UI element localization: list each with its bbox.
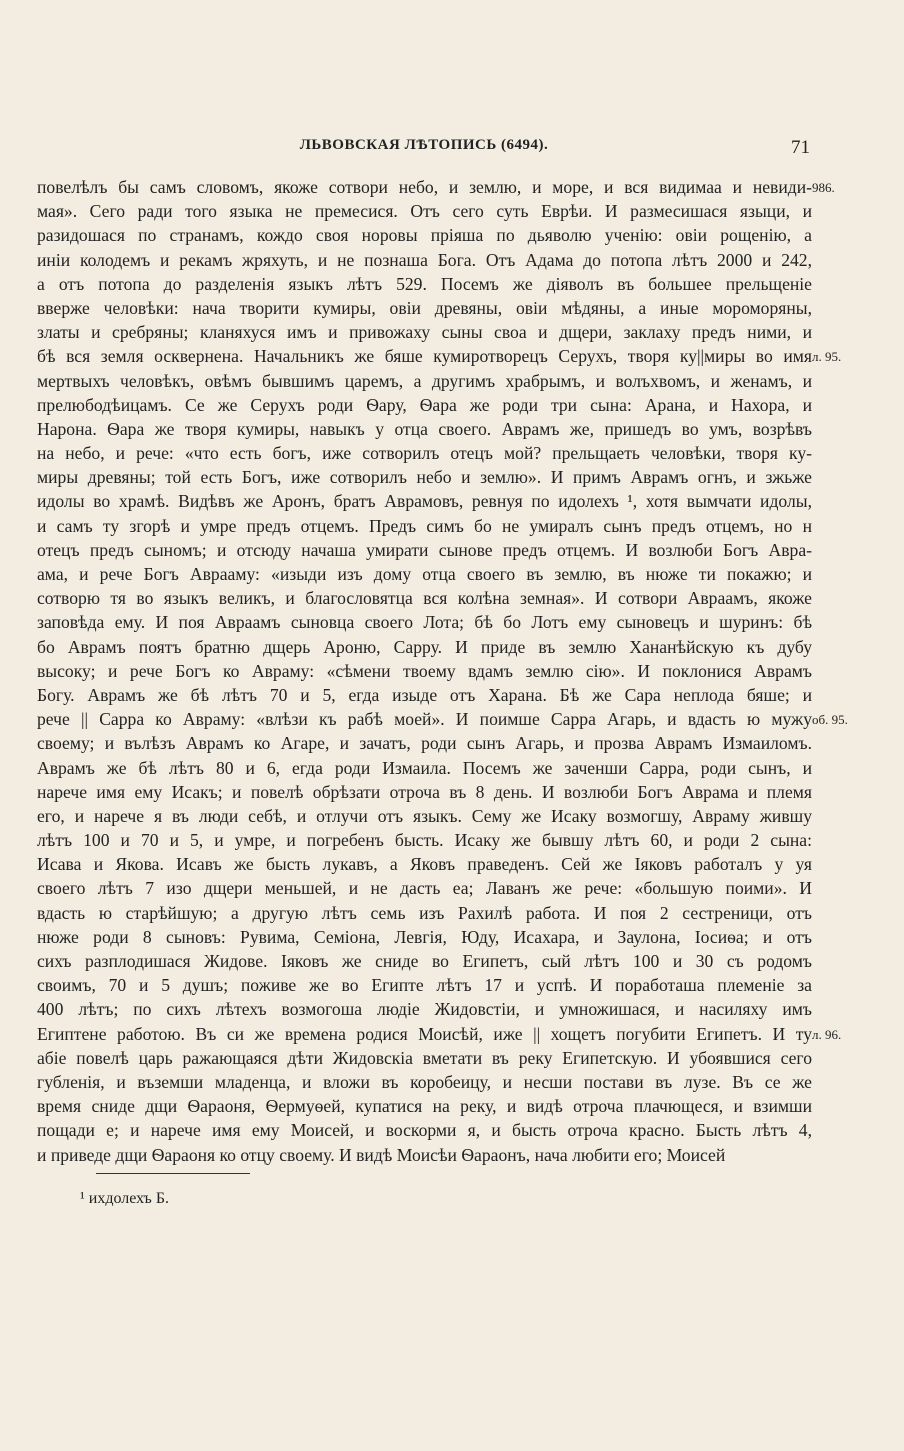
text-line: миры древяны; той есть Богъ, иже сотворилъ небо и землю». И примъ Аврамъ огнъ, и зжьже [37, 467, 812, 488]
footnote: ¹ ихдолехъ Б. [80, 1190, 170, 1207]
text-line: 400 лѣтъ; по сихъ лѣтехъ возмогоша людіе Жидовстіи, и умножишася, и насиляху имъ [37, 999, 812, 1020]
text-line: лѣтъ 100 и 70 и 5, и умре, и погребенъ бысть. Исаку же бывшу лѣтъ 60, и роди 2 сына: [37, 830, 812, 851]
text-line: рече || Сарра ко Авраму: «влѣзи къ рабѣ моей». И поимше Сарра Агарь, и вдасть ю мужу [37, 709, 812, 730]
text-line: Египтене работою. Въ си же времена родися Моисѣй, иже || хощетъ погубити Египетъ. И ту [37, 1023, 812, 1044]
text-line: идолы во храмѣ. Видѣвъ же Аронъ, братъ Аврамовъ, ревнуя по идолехъ ¹, хотя вымчати идолы, [37, 491, 812, 512]
text-line: вдасть ю старѣйшую; а другую лѣтъ семь изъ Рахилѣ работа. И поя 2 сестреници, отъ [37, 902, 812, 923]
text-line: ама, и рече Богъ Аврааму: «изыди изъ дому отца своего въ землю, въ нюже ти покажю; и [37, 564, 812, 584]
text-line: губленія, и въземши младенца, и вложи въ коробеицу, и несши постави въ лузе. Въ се же [37, 1071, 812, 1092]
text-line: мая». Сего ради того языка не премесися. Отъ сего суть Еврѣи. И размесишася языци, и [37, 201, 812, 222]
margin-note: 986. [812, 180, 835, 195]
text-line: Богу. Аврамъ же бѣ лѣтъ 70 и 5, егда изыде отъ Харанa. Бѣ же Сара неплода бяше; и [37, 684, 812, 705]
text-line: Аврамъ же бѣ лѣтъ 80 и 6, егда роди Измаила. Посемъ же заченши Сарра, роди сынъ, и [37, 757, 812, 778]
text-line: бѣ вся земля осквернена. Начальникъ же бяше кумиротворецъ Серухъ, творя ку||миры во имя [37, 346, 812, 367]
text-line: прелюбодѣицамъ. Се же Серухъ роди Ѳару, Ѳара же роди три сына: Арана, и Нахора, и [37, 394, 812, 415]
margin-note: л. 96. [812, 1027, 842, 1042]
margin-note: л. 95. [812, 349, 842, 365]
text-line: высоку; и рече Богъ ко Авраму: «сѣмени твоему вдамъ землю сію». И поклонися Аврамъ [37, 660, 812, 681]
text-line: мертвыхъ человѣкъ, овѣмъ бывшимъ царемъ, а другимъ храбрымъ, и волъхвомъ, и женамъ, и [37, 370, 812, 391]
text-line: и самъ ту згорѣ и умре предъ отцемъ. Предъ симъ бо не умиралъ сынъ предъ отцемъ, но н [37, 515, 812, 536]
text-line: златы и сребряны; кланяхуся имъ и привожаху сыны своа и дщери, заклаху предъ ними, и [37, 322, 812, 343]
text-line: и приведе дщи Ѳараоня ко отцу своему. И видѣ Моисѣи Ѳараонъ, нача любити его; Моисей [37, 1144, 726, 1165]
page-number: 71 [791, 137, 810, 158]
text-line: повелѣлъ бы самъ словомъ, якоже сотвори небо, и землю, и море, и вся видимаа и невиди- [37, 177, 812, 197]
text-line: а отъ потопа до разделенія языкъ лѣтъ 529. Посемъ же діяволъ въ большее прельщеніе [37, 273, 812, 294]
text-line: заповѣда ему. И поя Авраамъ сыновца своего Лота; бѣ бо Лотъ ему сыновецъ и шуринъ: бѣ [37, 612, 812, 633]
text-line: сихъ разплодишася Жидове. Іяковъ же сниде во Египетъ, сый лѣтъ 100 и 30 съ родомъ [37, 951, 812, 971]
text-line: своего лѣтъ 7 изо дщери меньшей, и не дасть еа; Лаванъ же рече: «большую поими». И [37, 878, 812, 899]
text-line: нарече имя ему Исакъ; и повелѣ обрѣзати отроча въ 8 день. И возлюби Богъ Аврама и племя [37, 781, 812, 802]
text-line: пощади е; и нарече имя ему Моисей, и воскорми я, и бысть отроча красно. Бысть лѣтъ 4, [37, 1120, 812, 1141]
margin-note: об. 95. [812, 712, 848, 728]
text-line: нюже роди 8 сыновъ: Рувима, Семіона, Левгія, Юду, Исахара, и Заулона, Іосиѳа; и отъ [37, 926, 812, 947]
text-line: иніи колодемъ и рекамъ жряхуть, и не познаша Бога. Отъ Адама до потопа лѣтъ 2000 и 242, [37, 249, 812, 270]
text-line: Нарона. Ѳара же творя кумиры, навыкъ у отца своего. Аврамъ же, пришедъ во умъ, возрѣвъ [37, 418, 812, 439]
page-header [38, 137, 810, 163]
footnote-rule [96, 1173, 250, 1174]
text-line: на небо, и рече: «что есть богъ, иже сотворилъ отецъ мой? прельщаеть человѣки, творя ку- [37, 443, 812, 464]
text-line: бо Аврамъ поятъ братню дщерь Ароню, Сарру. И приде въ землю Хананѣйскую къ дубу [37, 636, 812, 657]
text-line: сотворю тя во языкъ великъ, и благословятца вся колѣна земная». И сотвори Авраамъ, якоже [37, 588, 812, 609]
text-line: абіе повелѣ царь ражающаяся дѣти Жидовскіа вметати въ реку Египетскую. И убоявшися сего [37, 1047, 812, 1068]
text-line: своимъ, 70 и 5 душъ; поживе же во Египте лѣтъ 17 и успѣ. И поработаша племеніе за [37, 975, 812, 996]
text-line: своему; и вълѣзъ Аврамъ ко Агаре, и зачатъ, роди сынъ Агарь, и прозва Аврамъ Измаиломъ. [37, 733, 812, 754]
running-title: ЛЬВОВСКАЯ ЛѢТОПИСЬ (6494). [299, 137, 549, 153]
text-line: отецъ предъ сыномъ; и отсюду начаша умирати сынове предъ отцемъ. И возлюби Богъ Авра- [37, 539, 812, 560]
text-line: его, и нарече я въ люди себѣ, и отлучи отъ языкъ. Сему же Исаку возмогшу, Авраму жившу [37, 805, 812, 826]
text-line: вверже человѣки: нача творити кумиры, овіи древяны, овіи мѣдяны, а иные мороморяны, [37, 297, 812, 318]
text-line: разидошася по странамъ, кождо своя норовы пріяша по дьяволю ученію: овіи рощенію, а [37, 225, 812, 246]
main-text [37, 175, 812, 1167]
text-line: время сниде дщи Ѳараоня, Ѳермуѳей, купатися на реку, и видѣ отроча плачющеся, и взимши [37, 1096, 812, 1117]
text-line: Исава и Якова. Исавъ же бысть лукавъ, а Яковъ праведенъ. Сей же Іяковъ работалъ у уя [37, 854, 812, 875]
